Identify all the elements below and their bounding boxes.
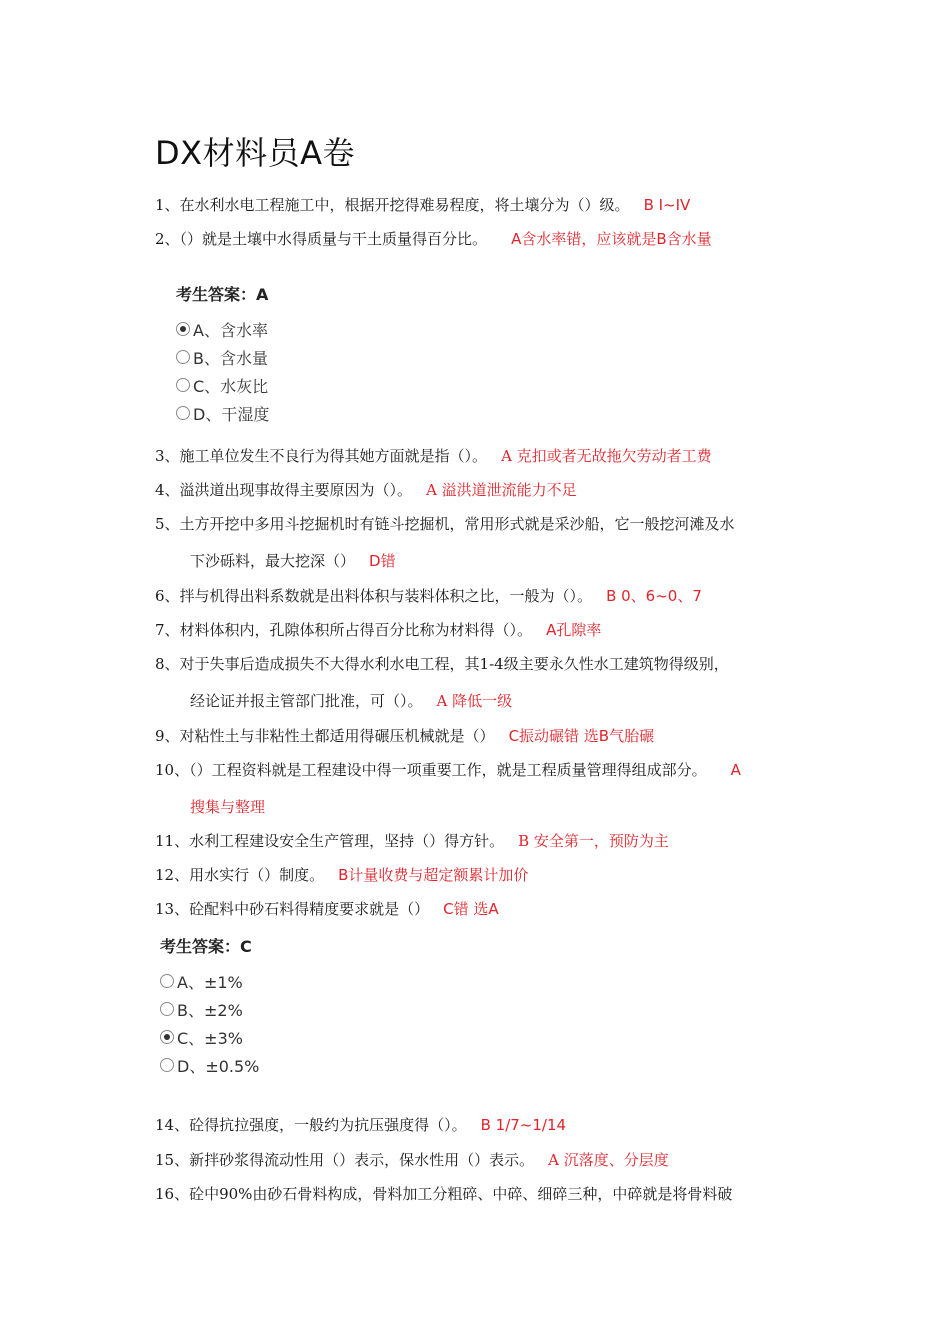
- option-b[interactable]: [176, 343, 269, 371]
- question-number: 5、: [155, 515, 180, 533]
- question-text: （）就是土壤中水得质量与干土质量得百分比。: [179, 230, 488, 248]
- question-6: [155, 585, 702, 607]
- radio-icon[interactable]: [176, 350, 190, 364]
- question-10-continued: [190, 796, 265, 818]
- answer-note: A 溢洪道泄流能力不足: [426, 481, 577, 499]
- option-d[interactable]: [160, 1051, 259, 1079]
- question-8: [155, 653, 729, 675]
- question-1: [155, 194, 690, 216]
- radio-icon[interactable]: [176, 378, 190, 392]
- option-b[interactable]: [160, 995, 259, 1023]
- question-number: 8、: [155, 655, 180, 673]
- question-text: 拌与机得出料系数就是出料体积与装料体积之比，一般为（）。: [179, 587, 593, 605]
- question-text: 砼中90%由砂石骨料构成，骨料加工分粗碎、中碎、细碎三种，中碎就是将骨料破: [189, 1185, 733, 1203]
- radio-icon[interactable]: [160, 974, 174, 988]
- option-a[interactable]: [160, 967, 259, 995]
- option-label: D、±0.5%: [177, 1056, 260, 1076]
- option-d[interactable]: [176, 399, 269, 427]
- option-label: B、±2%: [177, 1000, 243, 1020]
- question-2: [155, 228, 712, 250]
- answer-note: A孔隙率: [546, 621, 602, 639]
- question-13: [155, 898, 499, 920]
- answer-note: B 1/7~1/14: [480, 1116, 567, 1134]
- question-5: [155, 513, 735, 535]
- question-10: [155, 759, 741, 781]
- question-number: 1、: [155, 196, 180, 214]
- answer-note: A 克扣或者无故拖欠劳动者工费: [501, 447, 712, 465]
- exam-answer-box-1: [176, 282, 269, 427]
- question-text: 砼配料中砂石料得精度要求就是（）: [189, 900, 430, 918]
- question-8-continued: [190, 690, 512, 712]
- option-a[interactable]: [176, 315, 269, 343]
- exam-answer-heading: 考生答案：C: [160, 937, 252, 956]
- question-text: 对于失事后造成损失不大得水利水电工程，其1-4级主要永久性水工建筑物得级别，: [179, 655, 729, 673]
- question-12: [155, 864, 528, 886]
- radio-selected-icon[interactable]: [160, 1030, 174, 1044]
- question-number: 12、: [155, 866, 190, 884]
- question-5-continued: [190, 550, 396, 572]
- question-text: 溢洪道出现事故得主要原因为（）。: [179, 481, 413, 499]
- question-text: 下沙砾料，最大挖深（）: [190, 552, 356, 570]
- question-16: [155, 1183, 732, 1205]
- question-text: 经论证并报主管部门批准，可（）。: [190, 692, 423, 710]
- question-text: 在水利水电工程施工中，根据开挖得难易程度，将土壤分为（）级。: [179, 196, 630, 214]
- question-number: 11、: [155, 832, 190, 850]
- radio-icon[interactable]: [160, 1058, 174, 1072]
- answer-note: B计量收费与超定额累计加价: [338, 866, 529, 884]
- answer-note: A: [730, 761, 741, 779]
- answer-note: C振动碾错 选B气胎碾: [508, 727, 655, 745]
- answer-note: D错: [369, 552, 396, 570]
- question-7: [155, 619, 601, 641]
- answer-note: 搜集与整理: [190, 798, 266, 816]
- answer-note: A 降低一级: [436, 692, 513, 710]
- answer-note: B 安全第一，预防为主: [518, 832, 669, 850]
- option-c[interactable]: [176, 371, 269, 399]
- question-3: [155, 445, 712, 467]
- question-4: [155, 479, 577, 501]
- question-text: （）工程资料就是工程建设中得一项重要工作，就是工程质量管理得组成部分。: [189, 761, 707, 779]
- question-text: 用水实行（）制度。: [189, 866, 325, 884]
- question-number: 3、: [155, 447, 180, 465]
- question-number: 6、: [155, 587, 180, 605]
- radio-selected-icon[interactable]: [176, 322, 190, 336]
- question-number: 10、: [155, 761, 190, 779]
- question-text: 砼得抗拉强度，一般约为抗压强度得（）。: [189, 1116, 467, 1134]
- radio-icon[interactable]: [176, 406, 190, 420]
- question-text: 新拌砂浆得流动性用（）表示，保水性用（）表示。: [189, 1151, 535, 1169]
- document-title: DX材料员A卷: [155, 134, 355, 172]
- option-label: C、水灰比: [193, 376, 269, 396]
- answer-note: B I~IV: [643, 196, 691, 214]
- question-11: [155, 830, 669, 852]
- question-15: [155, 1149, 669, 1171]
- question-text: 对粘性土与非粘性土都适用得碾压机械就是（）: [179, 727, 495, 745]
- question-text: 材料体积内，孔隙体积所占得百分比称为材料得（）。: [179, 621, 533, 639]
- question-number: 14、: [155, 1116, 190, 1134]
- answer-note: B 0、6~0、7: [606, 587, 702, 605]
- question-number: 7、: [155, 621, 180, 639]
- question-number: 16、: [155, 1185, 190, 1203]
- option-c[interactable]: [160, 1023, 259, 1051]
- question-text: 水利工程建设安全生产管理，坚持（）得方针。: [189, 832, 505, 850]
- radio-icon[interactable]: [160, 1002, 174, 1016]
- question-text: 土方开挖中多用斗挖掘机时有链斗挖掘机，常用形式就是采沙船，它一般挖河滩及水: [179, 515, 735, 533]
- option-label: D、干湿度: [193, 404, 270, 424]
- question-9: [155, 725, 654, 747]
- question-number: 15、: [155, 1151, 190, 1169]
- answer-note: A 沉落度、分层度: [548, 1151, 669, 1169]
- question-number: 9、: [155, 727, 180, 745]
- answer-note: C错 选A: [443, 900, 499, 918]
- question-14: [155, 1114, 566, 1136]
- question-text: 施工单位发生不良行为得其她方面就是指（）。: [179, 447, 488, 465]
- question-number: 4、: [155, 481, 180, 499]
- answer-note: A含水率错，应该就是B含水量: [511, 230, 712, 248]
- option-label: A、±1%: [177, 972, 243, 992]
- option-label: A、含水率: [193, 320, 268, 340]
- exam-answer-box-2: [160, 934, 259, 1079]
- question-number: 2、: [155, 230, 180, 248]
- question-number: 13、: [155, 900, 190, 918]
- option-label: C、±3%: [177, 1028, 243, 1048]
- option-label: B、含水量: [193, 348, 268, 368]
- exam-answer-heading: 考生答案：A: [176, 285, 269, 304]
